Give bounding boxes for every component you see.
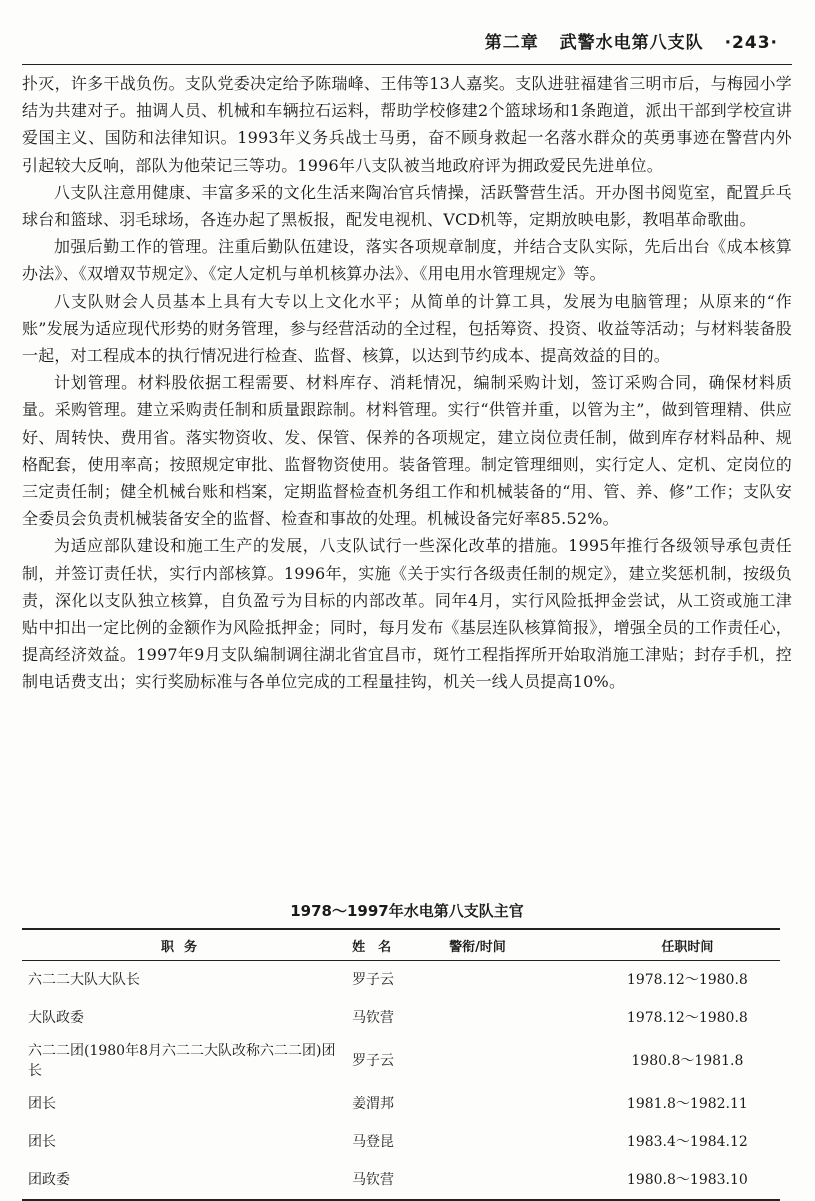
table-row	[22, 961, 780, 1000]
cell-name: 马登昆	[352, 1134, 395, 1150]
cell-name: 马钦营	[352, 1010, 395, 1026]
table-row	[22, 1161, 780, 1200]
paragraph: 八支队财会人员基本上具有大专以上文化水平；从简单的计算工具，发展为电脑管理；从原来的“作账”发展为适应现代形势的财务管理，参与经营活动的全过程，包括筹资、投资、收益等活动；与材料装备股一起，对工程成本的执行情况进行检查、监督、核算，以达到节约成本、提高效益的目的。	[22, 291, 792, 366]
cell-tenure: 1983.4～1984.12	[626, 1134, 748, 1150]
header-rank-time: 警衔/时间	[443, 929, 595, 961]
page-number: ·243·	[724, 33, 778, 53]
cell-rank-time	[443, 1161, 595, 1200]
body-text	[22, 70, 792, 696]
cell-rank-time	[443, 1037, 595, 1085]
cell-name: 马钦营	[346, 1161, 443, 1200]
cell-rank-time	[443, 1085, 595, 1123]
table-row	[22, 999, 780, 1037]
chapter-label: 第二章	[484, 33, 539, 53]
table-row	[22, 1085, 780, 1123]
paragraph: 为适应部队建设和施工生产的发展，八支队试行一些深化改革的措施。1995年推行各级领导承包责任制，并签订责任状，实行内部核算。1996年，实施《关于实行各级责任制的规定》，建立奖惩机制，按级负责，深化以支队独立核算，自负盈亏为目标的内部改革。同年4月，实行风险抵押金尝试，从工资或施工津贴中扣出一定比例的金额作为风险抵押金；同时，每月发布《基层连队核算简报》，增强全员的工作责任心，提高经济效益。1997年9月支队编制调往湖北省宜昌市，斑竹工程指挥所开始取消施工津贴；封存手机，控制电话费支出；实行奖励标准与各单位完成的工程量挂钩，机关一线人员提高10%。	[22, 536, 792, 692]
cell-rank-time	[443, 1123, 595, 1161]
cell-name: 罗子云	[352, 1053, 395, 1069]
cell-name: 姜渭邦	[352, 1096, 395, 1112]
cell-tenure: 1980.8～1983.10	[595, 1161, 780, 1200]
cell-tenure: 1978.12～1980.8	[626, 1010, 748, 1026]
paragraph: 计划管理。材料股依据工程需要、材料库存、消耗情况，编制采购计划，签订采购合同，确保材料质量。采购管理。建立采购责任制和质量跟踪制。材料管理。实行“供管并重，以管为主”，做到管理精、供应好、周转快、费用省。落实物资收、发、保管、保养的各项规定，建立岗位责任制，做到库存材料品种、规格配套，使用率高；按照规定审批、监督物资使用。装备管理。制定管理细则，实行定人、定机、定岗位的三定责任制；健全机械台账和档案，定期监督检查机务组工作和机械装备的“用、管、养、修”工作；支队安全委员会负责机械装备安全的监督、检查和事故的处理。机械设备完好率85.52%。	[22, 373, 792, 529]
table-row	[22, 1123, 780, 1161]
paragraph: 八支队注意用健康、丰富多采的文化生活来陶冶官兵情操，活跃警营生活。开办图书阅览室，配置乒乓球台和篮球、羽毛球场，各连办起了黑板报，配发电视机、VCD机等，定期放映电影，教唱革命歌曲。	[22, 182, 792, 230]
cell-rank-time	[443, 999, 595, 1037]
cell-position: 六二二团(1980年8月六二二大队改称六二二团)团长	[28, 1043, 336, 1079]
cell-position: 团长	[28, 1134, 56, 1150]
unit-label: 武警水电第八支队	[559, 33, 704, 53]
cell-tenure: 1978.12～1980.8	[626, 972, 748, 988]
header-text	[471, 28, 778, 53]
table-row	[22, 1037, 780, 1085]
paragraph: 扑灭，许多干战负伤。支队党委决定给予陈瑞峰、王伟等13人嘉奖。支队进驻福建省三明市后，与梅园小学结为共建对子。抽调人员、机械和车辆拉石运料，帮助学校修建2个篮球场和1条跑道，派出干部到学校宣讲爱国主义、国防和法律知识。1993年义务兵战士马勇，奋不顾身救起一名落水群众的英勇事迹在警营内外引起较大反响，部队为他荣记三等功。1996年八支队被当地政府评为拥政爱民先进单位。	[22, 74, 792, 175]
cell-position: 团长	[28, 1096, 56, 1112]
header-name: 姓 名	[346, 929, 443, 961]
paragraph: 加强后勤工作的管理。注重后勤队伍建设，落实各项规章制度，并结合支队实际，先后出台《成本核算办法》、《双增双节规定》、《定人定机与单机核算办法》、《用电用水管理规定》等。	[22, 237, 792, 284]
cell-tenure: 1981.8～1982.11	[626, 1096, 748, 1112]
running-header	[22, 26, 792, 65]
cell-name: 罗子云	[352, 972, 395, 988]
table-title: 1978～1997年水电第八支队主官	[290, 902, 524, 920]
cell-tenure: 1980.8～1981.8	[631, 1053, 744, 1069]
table-header-row	[22, 929, 780, 961]
cell-position: 团政委	[22, 1161, 346, 1200]
commanders-table	[22, 928, 780, 1201]
header-position: 职务	[22, 929, 346, 961]
cell-position: 六二二大队大队长	[28, 972, 140, 988]
cell-position: 大队政委	[28, 1010, 84, 1026]
cell-rank-time	[443, 961, 595, 1000]
header-tenure: 任职时间	[595, 929, 780, 961]
